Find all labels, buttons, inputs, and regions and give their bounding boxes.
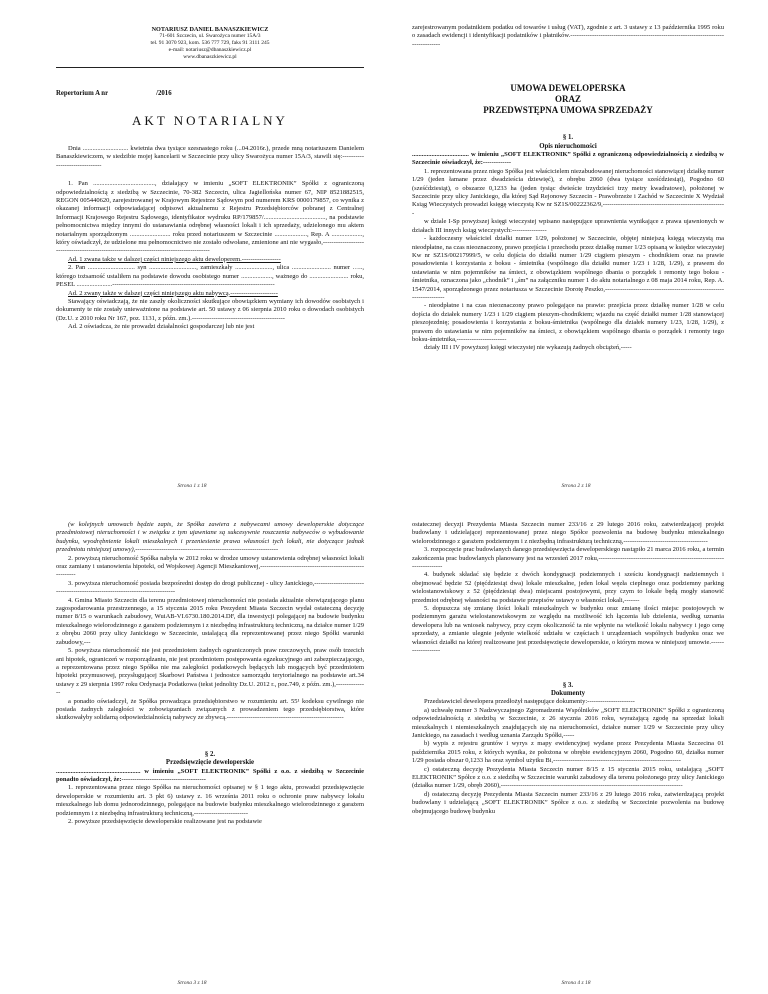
page-footer: Strona 3 z 18 [177,980,207,986]
section-1-point-1: 1. reprezentowana przez niego Spółka jest właścicielem niezabudowanej nieruchomości stanowiącej działkę numer 1/29 (jeden łamane przez dwadzieścia dziewięć), z obrębu 2060 (dwa tysiące sześćdziesiąt), Pogodno 60 (sześćdziesiąt), o obszarze 0,1233 ha (jeden tysiąc dwieście trzydzieści trzy metry kwadratowe), położonej w Szczecinie przy ulicy Janickiego, dla której Sąd Rejonowy Szczecin - Prawobrzeże i Zachód w Szczecinie X Wydział Ksiąg Wieczystych prowadzi księgę wieczystą Kw nr SZ1S/00222362/9,--------------------------------------------------------- [412,167,724,217]
section-3-number: § 3. [562,681,574,689]
document-a: a) uchwałę numer 3 Nadzwyczajnego Zgromadzenia Wspólników „SOFT ELEKTRONIK” Spółki z ograniczoną odpowiedzialnością z siedzibą w Szczecinie, z 26 stycznia 2016 roku, wyrażającą zgodę na sprzedaż lokali mieszkalnych i niemieszkalnych znajdujących się na nieruchomości, działce numer 1/29 w Szczecinie przy ulicy Janickiego, na zasadach i według uznania Zarządu Spółki,----- [412,706,724,739]
section-3-intro: Przedstawiciel dewelopera przedłożył następujące dokumenty:---------------------- [424,698,635,706]
repertorium-label: Repertorium A nr [56,90,109,97]
document-page-4 [384,497,768,994]
section-1-text [412,151,724,353]
section-1-point-5: 5. powyższa nieruchomość nie jest przedmiotem żadnych ograniczonych praw rzeczowych, praw osób trzecich ani hipotek, ograniczeń w rozporządzaniu, nie jest przedmiotem postępowania egzekucyjnego ani zabezpieczającego, a reprezentowana przez niego Spółka nie ma zaległości podatkowych będących lub mogących być przedmiotem hipoteki przymusowej, przysługującej Skarbowi Państwa i jednostce samorządu terytorialnego na podstawie art.34 ustawy z 29 sierpnia 1997 roku Ordynacja Podatkowa (tekst jednolity Dz.U. 2012 r., poz.749, z późn. zm.),--------------- [56,647,364,697]
notary-address: 71-601 Szczecin, ul. Swarożyca numer 15A/3 [159,33,261,39]
section-2-text [56,768,364,827]
page-1-text [56,145,364,332]
intro-paragraph: Dnia ............................ kwietnia dwa tysiące szesnastego roku (...04.2016r.), przede mną notariuszem Danielem Banaszkiewiczem, w siedzibie mojej kancelarii w Szczecinie przy ulicy Swarożyca numer 15A/3, stawili się:------------------------------- [56,145,364,169]
section-2-number: § 2. [204,750,216,758]
section-1-title: Opis nieruchomości [539,142,597,150]
document-page-3 [0,497,384,994]
document-b: b) wypis z rejestru gruntów i wyrys z mapy ewidencyjnej wydane przez Prezydenta Miasta Szczecina 01 października 2015 roku, z których wynika, że położona w obrębie ewidencyjnym 2060, Pogodno 60, działka numer 1/29 posiada obszar 0,1233 ha oraz symbol użytku Bi,----------------------------------------------------------- [412,740,724,765]
agreement-title-line-3: PRZEDWSTĘPNA UMOWA SPRZEDAŻY [483,105,653,116]
page-4-text [412,521,724,656]
notary-www: www.dbanaszkiewicz.pl [183,54,237,60]
document-page-1 [0,0,384,497]
section-1-point-4: 4. Gmina Miasto Szczecin dla terenu przedmiotowej nieruchomości nie posiada aktualnie obowiązującego planu zagospodarowania przestrzennego, a 15 stycznia 2015 roku Prezydent Miasta Szczecin wydał ostateczną decyzję numer 8/15 o warunkach zabudowy, WuiAB-VI.6730.180.2014.DF, dla inwestycji polegającej na budowie budynku mieszkalnego wielorodzinnego z garażem podziemnym i z niezbędną infrastrukturą techniczną, na działce numer 1/29 z obrębu 2060 przy ulicy Janickiego w Szczecinie, ustalającą dla reprezentowanej przez niego Spółki warunki zabudowy,--- [56,596,364,646]
document-c: c) ostateczną decyzję Prezydenta Miasta Szczecin numer 8/15 z 15 stycznia 2015 roku, ustalającą „SOFT ELEKTRONIK” Spółce z o.o. z siedzibą w Szczecinie warunki zabudowy dla terenu położonego przy ulicy Janickiego (działka numer 1/29, obręb 2060),------------------------------------------------------------------------------------ [412,765,724,790]
repertorium [56,90,364,97]
section-1-encumbrances: działy III i IV powyższej księgi wieczystej nie wykazują żadnych obciążeń,----- [424,344,632,352]
section-2-point-4: 4. budynek składać się będzie z dwóch kondygnacji podziemnych i sześciu kondygnacji nadziemnych i obejmować będzie 52 (pięćdziesiąt dwa) lokale mieszkalne, jeden lokal węzła cieplnego oraz podziemny parking wielostanowiskowy z 52 (pięćdziesiąt dwa) miejscami postojowymi, przy czym to lokale będą mogły stanowić przedmiot odrębnej własności na podstawie przepisów ustawy o własności lokali,------- [412,571,724,604]
page-footer: Strona 1 z 18 [177,483,207,489]
id-statement-paragraph: Stawający oświadczają, że nie zaszły okoliczności skutkujące obowiązkiem wymiany ich dowodów osobistych i dokumenty te nie zostały unieważnione na podstawie art. 50 ustawy z 06 sierpnia 2010 roku o dowodach osobistych (Dz.U. z 2010 roku Nr 167, poz. 1131, z późn. zm.).------------------------------------------- [56,297,364,322]
section-2-point-2: 2. powyższe przedsięwzięcie deweloperskie realizowane jest na podstawie [68,818,262,825]
section-2-decision: ostatecznej decyzji Prezydenta Miasta Szczecin numer 233/16 z 29 lutego 2016 roku, zatwierdzającej projekt budowlany i udzielającej reprezentowanej przez niego Spółce pozwolenia na budowę budynku mieszkalnego wielorodzinnego z garażem podziemnym i z niezbędną infrastrukturą techniczną,--------------------------------------- [412,521,724,545]
notary-letterhead [56,26,364,61]
agreement-heading [412,83,724,116]
section-1-number: § 1. [562,134,574,142]
section-3-text [412,698,724,816]
continuation-paragraph: zarejestrowanym podatnikiem podatku od towarów i usług (VAT), zgodnie z art. 3 ustawy z 13 października 1995 roku o zasadach ewidencji i identyfikacji podatników i płatników.------------------------------------------------------------------------------------ [412,24,724,48]
section-1-point-3: 3. powyższa nieruchomość posiada bezpośredni dostęp do drogi publicznej - ulicy Janickiego,------------------------------------------------------------------------------ [56,579,364,596]
party-2-paragraph: 2. Pan ............................. syn ............................., zamieszkały ......................., ulica ........................ numer ….., którego tożsamość ustaliłem na podstawie dowodu osobistego numer ..................., ważnego do ........................ roku, PESEL ......................--------------------------------------------------------------------------- [56,264,364,289]
section-2-intro: .................................................... w imieniu „SOFT ELEKTRONIK” Spółki z o.o. z siedzibą w Szczecinie ponadto oświadczył, że:--------------------------------------- [56,767,364,783]
tax-statement-paragraph: Ad. 2 oświadcza, że nie prowadzi działalności gospodarczej lub nie jest [68,323,255,331]
section-1-right-b: - nieodpłatne i na czas nieoznaczony prawo polegające na prawie: przejścia przez działkę numer 1/28 w celu dojścia do działek numery 1/23 i 1/29 ciągiem pieszym-chodnikiem; wjazdu na część działki numer 1/28 stanowiącej pieszojezdnię; posadowienia i korzystania z boksu-śmietnika (wspólnego dla działek numery 1/23, 1/28, 1/29), z prawem do ustawiania w nim pojemników na śmieci, z obowiązkiem wspólnego dbania o porządek i remonty tego boksu-śmietnika,----------------------- [412,302,724,343]
party-1-paragraph: 1. Pan ......................................, działający w imieniu „SOFT ELEKTRONIK” Spółki z ograniczoną odpowiedzialnością z siedzibą w Szczecinie, 70-382 Szczecin, ulica Jagiellońska numer 67, NIP 8521882515, REGON 005440620, zarejestrowanej w Krajowym Rejestrze Sądowym pod numerem KRS 0000179857, co wynika z okazanej informacji odpowiadającej odpisowi aktualnemu z Rejestru Przedsiębiorców pobranej z Centralnej Informacji Krajowego Rejestru Sądowego, identyfikator wydruku RP/179857/......................................, na podstawie pełnomocnictwa między innymi do ustanawiania odrębnej własności lokali i ich sprzedaży, udzielonego mu aktem notarialnym sporządzonym ......................... roku przed notariuszem w Szczecinie ...................., Rep. A ..................., który oświadczył, że udzielone mu pełnomocnictwo nie zostało odwołane, zmienione ani nie wygasło,------------------------------------------------------------------------------------------ [56,180,364,255]
section-2-point-1: 1. reprezentowana przez niego Spółka na nieruchomości opisanej w § 1 tego aktu, prowadzi przedsięwzięcie deweloperskie w rozumieniu art. 3 pkt 6) ustawy z. 16 września 2011 roku o ochronie praw nabywcy lokalu mieszkalnego lub domu jednorodzinnego, polegające na budowie budynku mieszkalnego wielorodzinnego z garażem podziemnym i z niezbędną infrastrukturą techniczną,------------------------- [56,784,364,817]
section-1-point-2: 2. powyższą nieruchomość Spółka nabyła w 2012 roku w drodze umowy ustanowienia odrębnej własności lokali oraz zamiany i ustanowienia hipoteki, od Wojskowej Agencji Mieszkaniowej,--------------------------------------------------------- [56,554,364,579]
section-2-title: Przedsięwzięcie deweloperskie [165,759,255,767]
page-3-text [56,521,364,723]
document-d: d) ostateczną decyzję Prezydenta Miasta Szczecin numer 233/16 z 29 lutego 2016 roku, zatwierdzającą projekt budowlany i udzielającą „SOFT ELEKTRONIK” Spółce z o.o. z siedzibą w Szczecinie pozwolenia na budowę obejmującego budowę budynku [412,790,724,815]
section-1-point-5b: a ponadto oświadczył, że Spółka prowadząca przedsiębiorstwo w rozumieniu art. 55¹ kodeksu cywilnego nie posiada żadnych zaległości w zobowiązaniach związanych z prowadzeniem tego przedsiębiorstwa, które skutkowałyby solidarną odpowiedzialnością nabywcy ze zbywcą.------------------------------------------------------ [56,697,364,722]
section-2-point-5: 5. dopuszcza się zmianę ilości lokali mieszkalnych w budynku oraz zmianę ilości miejsc postojowych w podziemnym garażu wielostanowiskowym ze względu na możliwość ich łączenia lub dzielenia, według uznania dewelopera lub na wniosek nabywcy, przy czym okoliczność ta nie wpłynie na wielkość lokalu nabywcy i jego cenę sprzedaży, a zmianie ulegnie jedynie wielkość udziału w częściach i urządzeniach wspólnych budynku oraz we własności działki na której realizowane jest przedsięwzięcie deweloperskie, o którym mowa w niniejszej umowie.------------------- [412,605,724,655]
header-divider [56,67,364,68]
section-1-rights-intro: w dziale I-Sp powyższej księgi wieczystej wpisano następujące uprawnienia wynikające z prawa ujawnionych w działach III innych ksiąg wieczystych:---------------- [412,218,724,234]
party-2-definition: Ad. 2 zwany także w dalszej części niniejszego aktu nabywcą.---------------------- [68,289,278,297]
section-1-right-a: - każdoczesny właściciel działki numer 1/29, położonej w Szczecinie, objętej niniejszą księgą wieczystą ma nieodpłatne, na czas nieoznaczony, prawo przejścia i przechodu przez działkę numer 1/23 opisaną w księdze wieczystej Kw nr SZ1S/00217999/5, w celu dojścia do działki numer 1/29 ciągiem pieszym - chodnikiem oraz na prawie posadowienia i korzystania z boksu - śmietnika (wspólnego dla działki numer 1/23 i 1/28, 1/29), z prawem do ustawiania w nim pojemników na śmieci, z obowiązkiem wspólnego dbania o porządek i remonty tego boksu - śmietnika, oznaczona jako „chodnik” i „śm” na załączniku numer 1 do aktu notarialnego z 08 maja 2014 roku, Rep. A. 1547/2014, sporządzonego przez notariusza w Szczecinie Dorotę Peszko,---------------------------------------------------------------------- [412,235,724,301]
section-1-intro: ................................... w imieniu „SOFT ELEKTRONIK” Spółki z ograniczoną odpowiedzialnością z siedzibą w Szczecinie oświadczył, że:------------- [412,151,724,167]
repertorium-year: /2016 [156,90,172,97]
section-2-point-3: 3. rozpoczęcie prac budowlanych danego przedsięwzięcia deweloperskiego nastąpiło 21 marca 2016 roku, a termin zakończenia prac budowlanych planowany jest na wrzesień 2017 roku,------------------------------------------------------------------------ [412,546,724,571]
party-1-definition: Ad. 1 zwana także w dalszej części niniejszego aktu deweloperem.------------------ [68,255,281,263]
italic-note: (w kolejnych umowach będzie zapis, że Spółka zawiera z nabywcami umowy deweloperskie dotyczące przedmiotowej nieruchomości i w związku z tym ujawniane są sukcesywnie roszczenia nabywców o wybudowanie budynku, wyodrębnienie lokali mieszkalnych i przeniesienie prawa własności tych lokali, nie dotyczące jednak przedmiotu niniejszej umowy),------------------------------------------------------------------ [56,521,364,554]
section-3-title: Dokumenty [551,689,585,697]
agreement-title-line-2: ORAZ [554,94,581,105]
page-2-text [412,24,724,49]
page-footer: Strona 2 z 18 [561,483,591,489]
page-footer: Strona 4 z 18 [561,980,591,986]
document-page-2 [384,0,768,497]
notary-name: NOTARIUSZ DANIEL BANASZKIEWICZ [151,26,269,33]
notary-email: e-mail: notariusz@dbanaszkiewicz.pl [168,47,252,53]
akt-title: AKT NOTARIALNY [132,113,288,128]
agreement-title-line-1: UMOWA DEWELOPERSKA [510,83,626,94]
notary-phones: tel. 91 3070 923, kom. 536 777 729, faks 91 3111 245 [150,40,270,46]
